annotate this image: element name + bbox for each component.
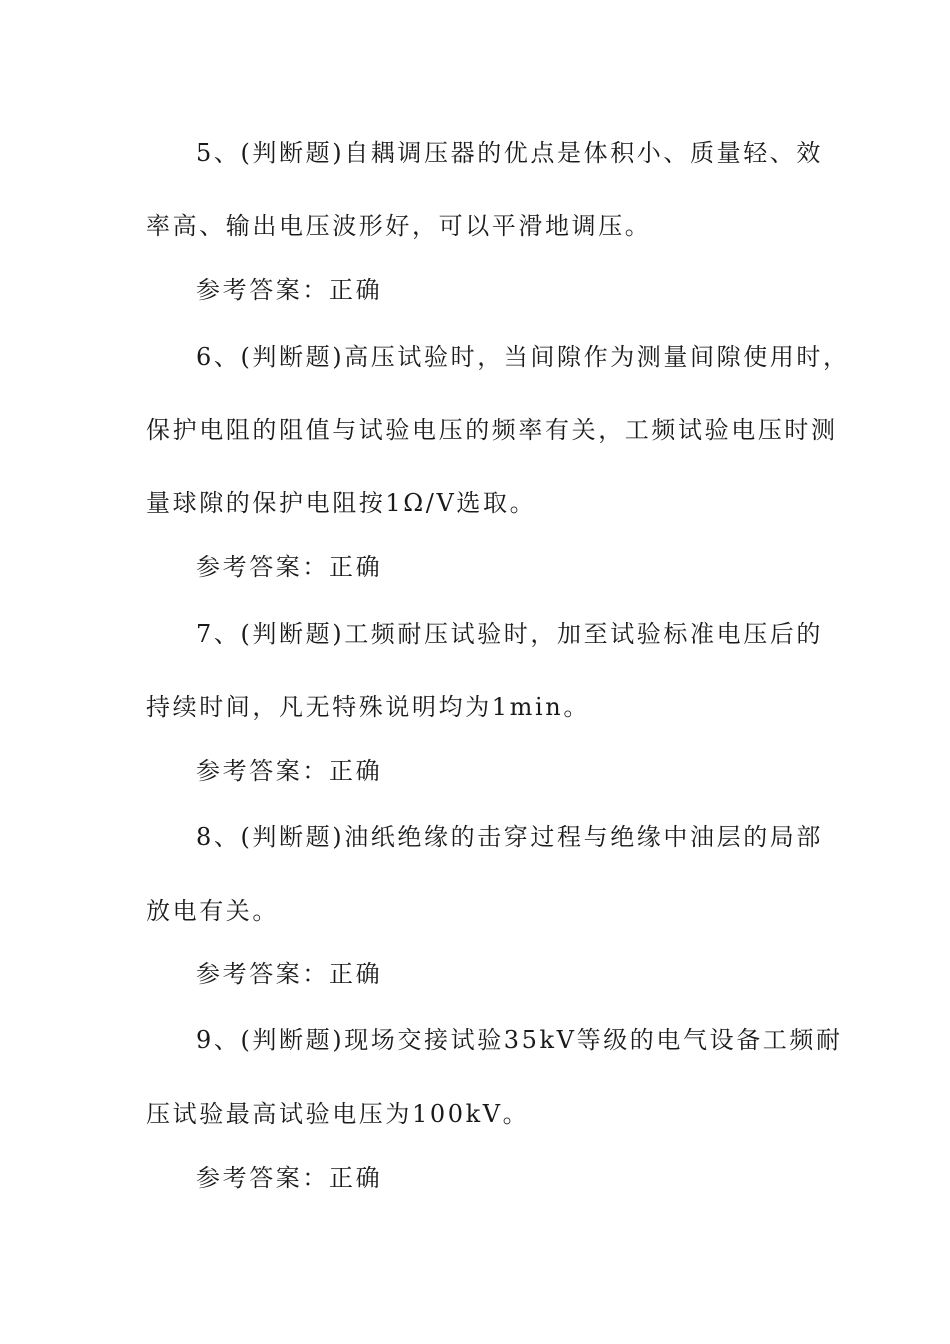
question-9-answer: 参考答案：正确 (196, 1164, 383, 1192)
question-8-line-1: 8、(判断题)油纸绝缘的击穿过程与绝缘中油层的局部 (196, 823, 823, 851)
question-5-line-2: 率高、输出电压波形好，可以平滑地调压。 (146, 212, 652, 240)
question-7-answer: 参考答案：正确 (196, 757, 383, 785)
question-6-line-3: 量球隙的保护电阻按1Ω/V选取。 (146, 489, 537, 517)
question-9-line-1: 9、(判断题)现场交接试验35kV等级的电气设备工频耐 (196, 1026, 843, 1054)
question-5-answer: 参考答案：正确 (196, 276, 383, 304)
question-9-line-2: 压试验最高试验电压为100kV。 (146, 1100, 530, 1128)
question-8-line-2: 放电有关。 (146, 897, 279, 925)
question-7-line-1: 7、(判断题)工频耐压试验时，加至试验标准电压后的 (196, 620, 823, 648)
question-5-line-1: 5、(判断题)自耦调压器的优点是体积小、质量轻、效 (196, 139, 823, 167)
question-6-line-1: 6、(判断题)高压试验时，当间隙作为测量间隙使用时， (196, 343, 850, 371)
question-8-answer: 参考答案：正确 (196, 960, 383, 988)
question-6-line-2: 保护电阻的阻值与试验电压的频率有关，工频试验电压时测 (146, 416, 838, 444)
question-6-answer: 参考答案：正确 (196, 553, 383, 581)
question-7-line-2: 持续时间，凡无特殊说明均为1min。 (146, 693, 590, 721)
